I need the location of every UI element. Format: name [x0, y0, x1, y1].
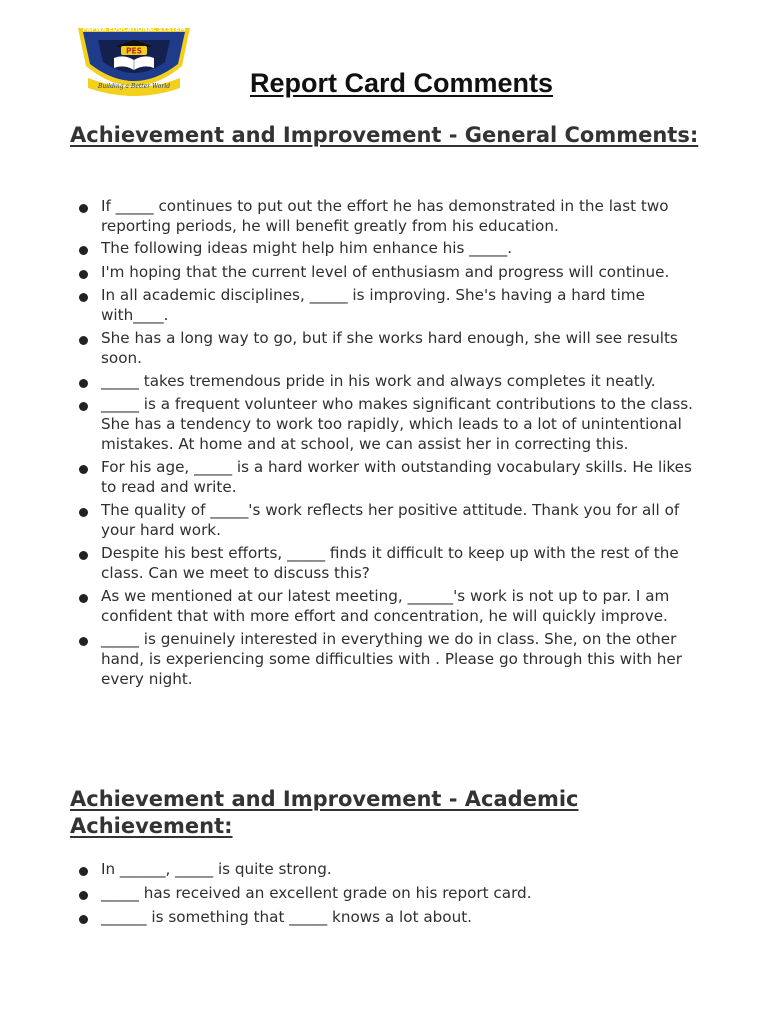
list-item: The following ideas might help him enhance his _____. — [70, 238, 700, 258]
list-item: _____ is a frequent volunteer who makes significant contributions to the class. She has a tendency to work too rapidly, which leads to a lot of unintentional mistakes. At home and at school, we can assist her in correcting this. — [70, 394, 700, 454]
list-item: In all academic disciplines, _____ is improving. She's having a hard time with____. — [70, 285, 700, 325]
school-logo — [74, 22, 194, 98]
list-item: Despite his best efforts, _____ finds it difficult to keep up with the rest of the class. Can we meet to discuss this? — [70, 543, 700, 583]
general-comments-list — [70, 196, 700, 689]
list-item: For his age, _____ is a hard worker with outstanding vocabulary skills. He likes to read and write. — [70, 457, 700, 497]
list-item: ______ is something that _____ knows a lot about. — [70, 907, 700, 927]
list-item: As we mentioned at our latest meeting, ______'s work is not up to par. I am confident that with more effort and concentration, he will quickly improve. — [70, 586, 700, 626]
logo-motto: Building a Better World — [97, 83, 171, 90]
list-item: If _____ continues to put out the effort he has demonstrated in the last two reporting periods, he will benefit greatly from his education. — [70, 196, 700, 236]
logo-badge-text: PES — [125, 46, 143, 56]
page-title: Report Card Comments — [250, 68, 554, 98]
logo-arc-text: PAPWA EDUCATIONAL SYSTEM — [82, 26, 186, 33]
list-item: In ______, _____ is quite strong. — [70, 859, 700, 879]
list-item: She has a long way to go, but if she works hard enough, she will see results soon. — [70, 328, 700, 368]
academic-comments-list — [70, 859, 700, 927]
list-item: The quality of _____'s work reflects her positive attitude. Thank you for all of your hard work. — [70, 500, 700, 540]
list-item: _____ is genuinely interested in everything we do in class. She, on the other hand, is experiencing some difficulties with . Please go through this with her every night. — [70, 629, 700, 689]
list-item: _____ has received an excellent grade on his report card. — [70, 883, 700, 903]
list-item: I'm hoping that the current level of enthusiasm and progress will continue. — [70, 262, 700, 282]
list-item: _____ takes tremendous pride in his work and always completes it neatly. — [70, 371, 700, 391]
section-heading-general: Achievement and Improvement - General Comments: — [70, 123, 699, 147]
section-heading-academic: Achievement and Improvement - Academic Achievement: — [70, 787, 579, 838]
